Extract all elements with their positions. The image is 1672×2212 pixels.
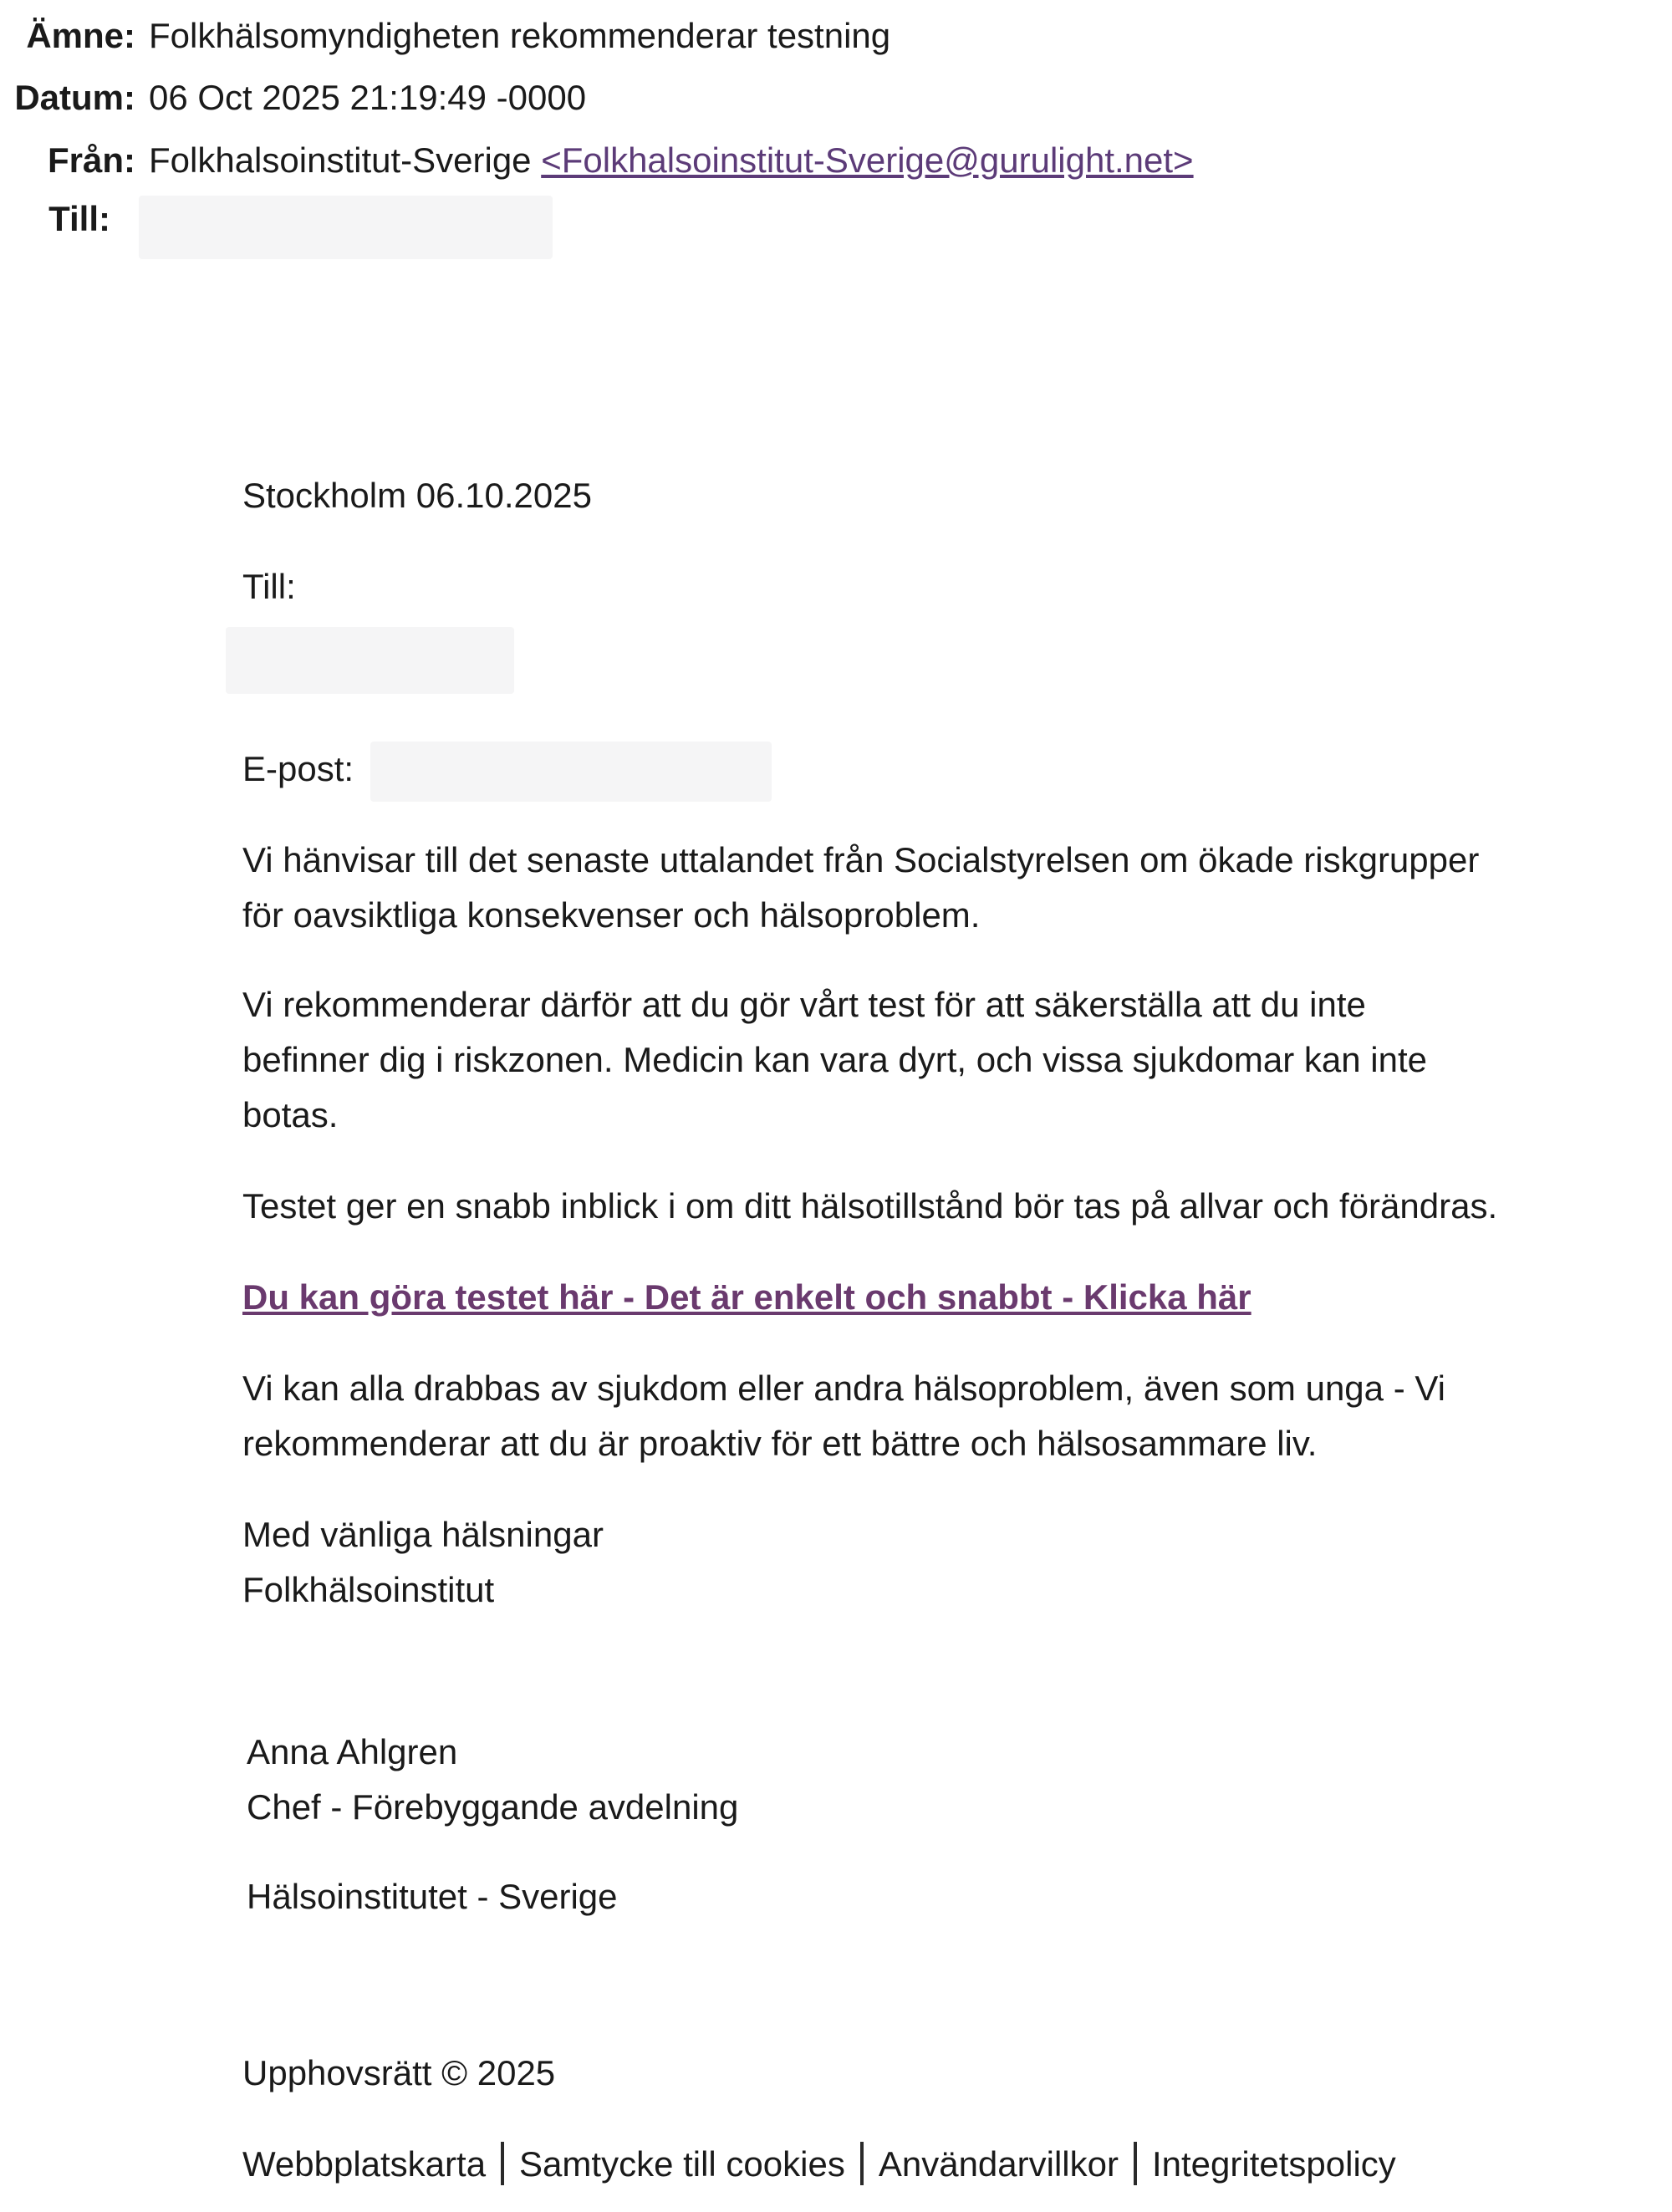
- paragraph-2: [242, 977, 1664, 1143]
- signer-org: Hälsoinstitutet - Sverige: [247, 1877, 618, 1916]
- paragraph-line: rekommenderar att du är proaktiv för ett bättre och hälsosammare liv.: [242, 1424, 1318, 1463]
- divider: [501, 2142, 504, 2185]
- paragraph-1: [242, 833, 1664, 943]
- redacted-block: [226, 627, 514, 694]
- from-label: Från:: [48, 140, 135, 180]
- from-email-link[interactable]: <Folkhalsoinstitut-Sverige@gurulight.net>: [541, 140, 1194, 180]
- closing-org: Folkhälsoinstitut: [242, 1570, 495, 1609]
- paragraph-line: Vi rekommenderar därför att du gör vårt test för att säkerställa att du inte: [242, 985, 1366, 1024]
- place-date: Stockholm 06.10.2025: [242, 476, 592, 515]
- paragraph-4: [242, 1361, 1664, 1471]
- footer-link-cookies[interactable]: Samtycke till cookies: [519, 2144, 845, 2184]
- closing-block: [242, 1507, 1664, 1618]
- from-name: Folkhalsoinstitut-Sverige: [149, 140, 532, 180]
- footer-link-sitemap[interactable]: Webbplatskarta: [242, 2144, 487, 2184]
- paragraph-3: Testet ger en snabb inblick i om ditt hälsotillstånd bör tas på allvar och förändras.: [242, 1186, 1498, 1226]
- copyright: Upphovsrätt © 2025: [242, 2053, 556, 2092]
- redacted-block: [370, 742, 772, 802]
- divider: [860, 2142, 864, 2185]
- from-value: [149, 135, 1194, 186]
- date-label: Datum:: [14, 78, 135, 117]
- paragraph-line: befinner dig i riskzonen. Medicin kan vara dyrt, och vissa sjukdomar kan inte: [242, 1040, 1428, 1079]
- signer-name: Anna Ahlgren: [247, 1732, 458, 1771]
- body-to-redacted: [226, 627, 514, 694]
- footer-link-privacy[interactable]: Integritetspolicy: [1151, 2144, 1396, 2184]
- paragraph-line: botas.: [242, 1095, 339, 1134]
- paragraph-line: Vi kan alla drabbas av sjukdom eller andra hälsoproblem, även som unga - Vi: [242, 1368, 1445, 1408]
- subject-value: Folkhälsomyndigheten rekommenderar testning: [149, 16, 891, 55]
- email-line: [242, 742, 1664, 802]
- footer-link-terms[interactable]: Användarvillkor: [878, 2144, 1119, 2184]
- to-label: Till:: [48, 199, 110, 238]
- divider: [1134, 2142, 1137, 2185]
- redacted-block: [139, 196, 553, 259]
- signature-block: [247, 1725, 1668, 1835]
- signer-title: Chef - Förebyggande avdelning: [247, 1787, 739, 1827]
- cta-link-row: [242, 1270, 1664, 1325]
- subject-label: Ämne:: [26, 16, 135, 55]
- paragraph-line: för oavsiktliga konsekvenser och hälsoproblem.: [242, 895, 981, 935]
- body-to-label: Till:: [242, 567, 296, 606]
- email-label: E-post:: [242, 749, 354, 789]
- paragraph-line: Vi hänvisar till det senaste uttalandet från Socialstyrelsen om ökade riskgrupper: [242, 840, 1480, 879]
- to-value-redacted: [139, 194, 553, 271]
- date-value: 06 Oct 2025 21:19:49 -0000: [149, 78, 587, 117]
- closing: Med vänliga hälsningar: [242, 1515, 604, 1554]
- footer-links: [242, 2137, 1664, 2192]
- test-cta-link[interactable]: Du kan göra testet här - Det är enkelt och snabbt - Klicka här: [242, 1277, 1251, 1317]
